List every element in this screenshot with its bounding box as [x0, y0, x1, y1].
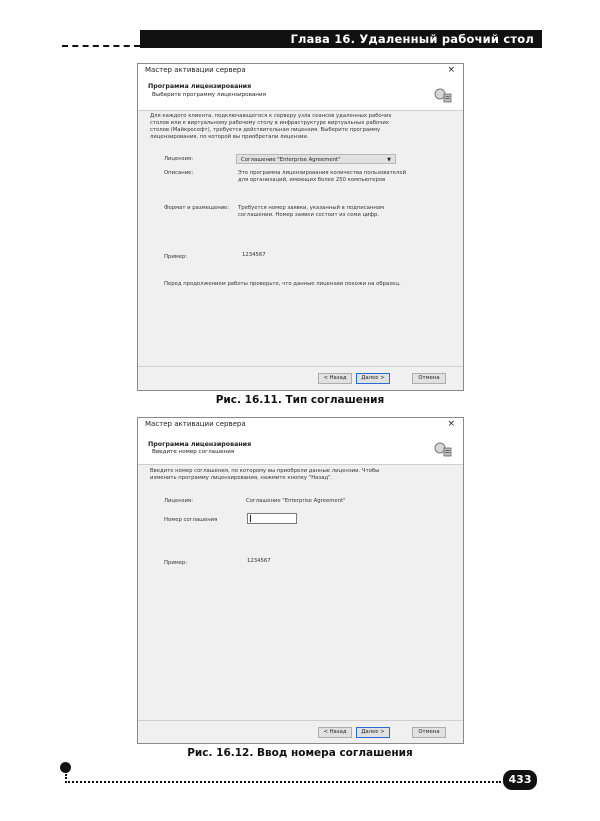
license-server-icon: [433, 85, 453, 105]
header-dashed-rule: [62, 45, 140, 47]
footer-dotted-rule: [65, 781, 501, 783]
chapter-header: Глава 16. Удаленный рабочий стол: [140, 30, 542, 48]
cancel-button[interactable]: Отмена: [412, 373, 446, 384]
text-caret: [250, 515, 251, 522]
footer-vertical-rule: [65, 771, 69, 779]
page-number: 433: [503, 770, 537, 790]
wizard-subheading: Выберите программу лицензирования: [152, 92, 266, 98]
wizard-subheading: Введите номер соглашения: [152, 449, 235, 455]
window-title: Мастер активации сервера: [145, 66, 246, 74]
agreement-number-label: Номер соглашения: [164, 517, 218, 523]
title-bar: [138, 418, 463, 432]
next-button[interactable]: Далее >: [356, 373, 390, 384]
license-value: Соглашение "Enterprise Agreement": [246, 498, 346, 504]
verify-note: Перед продолжением работы проверьте, что данные лицензии похожи на образец.: [164, 281, 401, 287]
activation-wizard-dialog-1: [137, 63, 464, 391]
figure-caption-16-12: Рис. 16.12. Ввод номера соглашения: [187, 747, 413, 759]
example-label: Пример:: [164, 254, 188, 260]
license-program-select[interactable]: [236, 154, 396, 164]
wizard-header: [138, 432, 463, 465]
intro-text: Введите номер соглашения, по которому вы приобрели данные лицензии. Чтобы изменить программу лицензирования, нажмите кнопку "Назад".: [150, 468, 380, 481]
back-button[interactable]: < Назад: [318, 727, 352, 738]
activation-wizard-dialog-2: [137, 417, 464, 744]
example-value: 1234567: [247, 558, 271, 564]
wizard-header: [138, 78, 463, 111]
cancel-button[interactable]: Отмена: [412, 727, 446, 738]
close-icon[interactable]: ×: [447, 65, 455, 75]
description-label: Описание:: [164, 170, 194, 176]
window-title: Мастер активации сервера: [145, 420, 246, 428]
license-server-icon: [433, 439, 453, 459]
back-button[interactable]: < Назад: [318, 373, 352, 384]
title-bar: [138, 64, 463, 78]
example-value: 1234567: [242, 252, 266, 258]
license-label: Лицензия:: [164, 156, 193, 162]
next-button[interactable]: Далее >: [356, 727, 390, 738]
wizard-heading: Программа лицензирования: [148, 441, 252, 448]
intro-text: Для каждого клиента, подключающегося к серверу узла сеансов удаленных рабочих столов или к виртуальному рабочему столу в инфраструктуре виртуальных рабочих столов (Майкрософт), требуется действительная лицензия. Выберите программу лицензирования, по которой вы приобретали лицензии.: [150, 113, 392, 140]
figure-caption-16-11: Рис. 16.11. Тип соглашения: [215, 394, 385, 406]
wizard-heading: Программа лицензирования: [148, 83, 252, 90]
format-label: Формат и размещение:: [164, 205, 230, 211]
example-label: Пример:: [164, 560, 188, 566]
chevron-down-icon: ▼: [387, 157, 391, 163]
button-separator: [138, 366, 463, 367]
close-icon[interactable]: ×: [447, 419, 455, 429]
button-separator: [138, 720, 463, 721]
agreement-number-input[interactable]: [247, 513, 297, 524]
license-program-value: Соглашение "Enterprise Agreement": [241, 157, 341, 163]
description-text: Это программа лицензирования количества пользователей для организаций, имеющих более 250 компьютеров: [238, 170, 407, 183]
license-label: Лицензия:: [164, 498, 193, 504]
format-text: Требуется номер заявки, указанный в подписанном соглашении. Номер заявки состоит из семи цифр.: [238, 205, 385, 218]
